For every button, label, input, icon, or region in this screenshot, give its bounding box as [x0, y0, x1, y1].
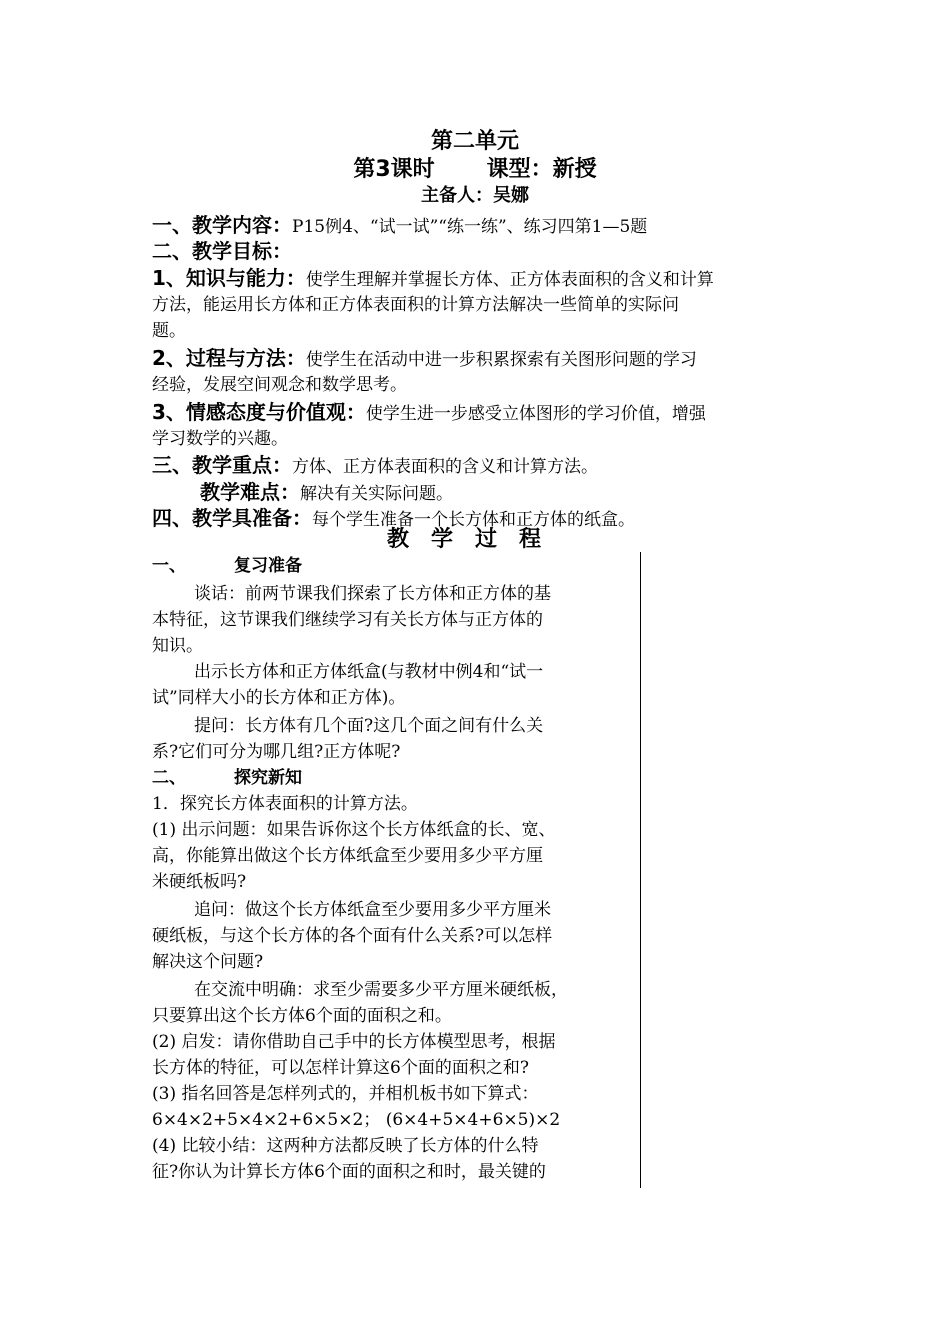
- section-1-number: 一、: [152, 556, 186, 576]
- lesson-type: 课型：新授: [486, 157, 597, 182]
- section-1-heading: [152, 558, 302, 575]
- para-6-line-2: 硬纸板，与这个长方体的各个面有什么关系?可以怎样: [152, 926, 553, 946]
- key-point-line: [152, 449, 598, 478]
- difficulty-line: [200, 476, 453, 505]
- process-method-text-1: 使学生在活动中进一步积累探索有关图形问题的学习: [305, 350, 697, 370]
- para-8-line-2: 长方体的特征，可以怎样计算这6个面的面积之和?: [152, 1058, 529, 1078]
- knowledge-text-1: 使学生理解并掌握长方体、正方体表面积的含义和计算: [305, 270, 714, 290]
- para-11-line-2: 征?你认为计算长方体6个面的面积之和时，最关键的: [152, 1162, 546, 1182]
- para-3-line-1: 提问：长方体有几个面?这几个面之间有什么关: [194, 716, 544, 736]
- section-2-heading: [152, 770, 302, 787]
- para-1-line-1: 谈话：前两节课我们探索了长方体和正方体的基: [194, 584, 551, 604]
- emotion-label: 3、情感态度与价值观：: [152, 400, 366, 424]
- process-method-label: 2、过程与方法：: [152, 346, 306, 370]
- para-6-line-3: 解决这个问题?: [152, 952, 264, 972]
- emotion-text-2: 学习数学的兴趣。: [152, 429, 288, 449]
- para-5-line-3: 米硬纸板吗?: [152, 872, 247, 892]
- formula: 6×4×2+5×4×2+6×5×2； (6×4+5×4+6×5)×2: [152, 1110, 561, 1130]
- key-point-label: 三、教学重点：: [152, 453, 292, 477]
- preparer: 主备人：吴娜: [421, 185, 529, 206]
- para-6-line-1: 追问：做这个长方体纸盒至少要用多少平方厘米: [194, 900, 551, 920]
- para-5-line-2: 高，你能算出做这个长方体纸盒至少要用多少平方厘: [152, 846, 543, 866]
- para-5-line-1: (1) 出示问题：如果告诉你这个长方体纸盒的长、宽、: [152, 820, 556, 840]
- table-divider: [640, 552, 641, 1188]
- knowledge-label: 1、知识与能力：: [152, 266, 306, 290]
- prep-text: 每个学生准备一个长方体和正方体的纸盒。: [312, 510, 635, 530]
- knowledge-text-2: 方法，能运用长方体和正方体表面积的计算方法解决一些简单的实际问: [152, 295, 679, 315]
- key-point-text: 方体、正方体表面积的含义和计算方法。: [292, 457, 598, 477]
- section-2-title: 探究新知: [234, 768, 302, 788]
- content-label: 一、教学内容：: [152, 213, 292, 237]
- para-9: (3) 指名回答是怎样列式的，并相机板书如下算式：: [152, 1084, 539, 1104]
- knowledge-text-3: 题。: [152, 321, 186, 341]
- para-2-line-1: 出示长方体和正方体纸盒(与教材中例4和“试一: [194, 662, 544, 682]
- teaching-content: [152, 209, 647, 238]
- para-8-line-1: (2) 启发：请你借助自己手中的长方体模型思考，根据: [152, 1032, 556, 1052]
- process-method-text-2: 经验，发展空间观念和数学思考。: [152, 375, 407, 395]
- emotion-line-1: [152, 396, 706, 425]
- para-11-line-1: (4) 比较小结：这两种方法都反映了长方体的什么特: [152, 1136, 539, 1156]
- para-3-line-2: 系?它们可分为哪几组?正方体呢?: [152, 742, 401, 762]
- para-7-line-2: 只要算出这个长方体6个面的面积之和。: [152, 1006, 452, 1026]
- difficulty-label: 教学难点：: [200, 480, 300, 504]
- section-1-title: 复习准备: [234, 556, 302, 576]
- para-2-line-2: 试”同样大小的长方体和正方体)。: [152, 688, 406, 708]
- difficulty-text: 解决有关实际问题。: [300, 484, 453, 504]
- content-text: P15例4、“试一试”“练一练”、练习四第1—5题: [292, 217, 648, 237]
- lesson-line: [0, 152, 950, 183]
- process-title: 教学过程: [386, 527, 563, 552]
- section-2-number: 二、: [152, 768, 186, 788]
- lesson-number: 第3课时: [353, 157, 435, 182]
- knowledge-line-1: [152, 262, 714, 291]
- para-7-line-1: 在交流中明确：求至少需要多少平方厘米硬纸板，: [194, 980, 568, 1000]
- para-1-line-2: 本特征，这节课我们继续学习有关长方体与正方体的: [152, 610, 543, 630]
- para-4: 1．探究长方体表面积的计算方法。: [152, 794, 418, 814]
- goals-label: 二、教学目标：: [152, 239, 292, 263]
- prep-label: 四、教学具准备：: [152, 506, 312, 530]
- para-1-line-3: 知识。: [152, 636, 203, 656]
- process-method-line-1: [152, 342, 697, 371]
- emotion-text-1: 使学生进一步感受立体图形的学习价值，增强: [365, 404, 706, 424]
- unit-title: 第二单元: [430, 129, 519, 154]
